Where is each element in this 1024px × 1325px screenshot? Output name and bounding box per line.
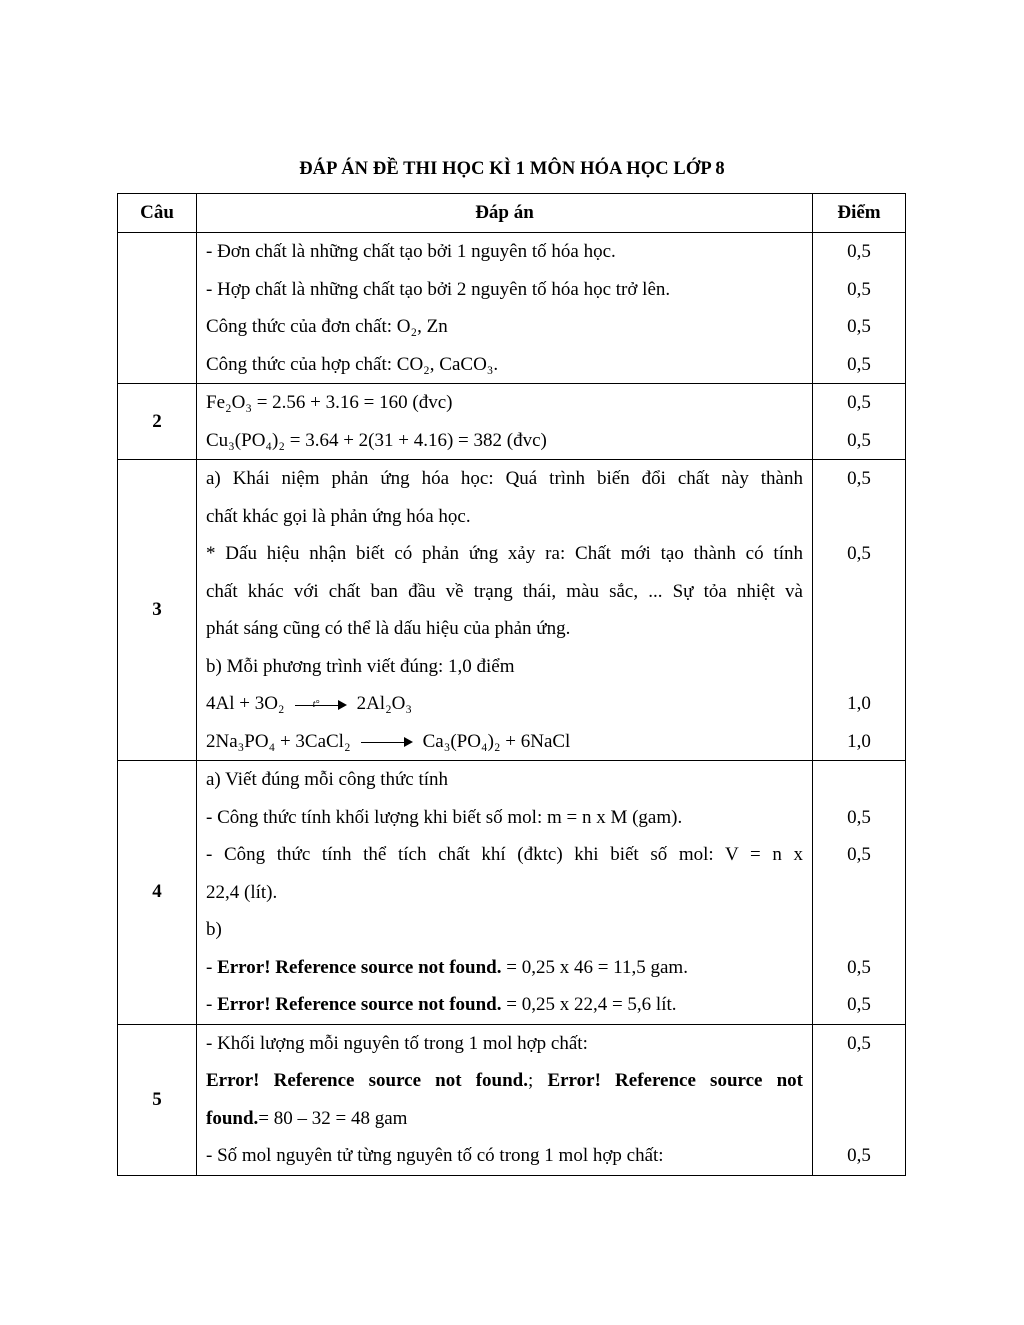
- equation-1: [206, 685, 803, 723]
- score-cell: [813, 233, 906, 384]
- score-value: [813, 761, 905, 799]
- page-title: ĐÁP ÁN ĐỀ THI HỌC KÌ 1 MÔN HÓA HỌC LỚP 8: [299, 159, 725, 179]
- score-value: 0,5: [847, 1032, 871, 1054]
- answer-line: b): [206, 919, 222, 940]
- error-reference: Error! Reference source not: [547, 1070, 804, 1091]
- table-row: [118, 384, 906, 460]
- score-value: 0,5: [847, 392, 871, 413]
- answer-line: - Error! Reference source not found. = 0,25 x 46 = 11,5 gam.: [206, 956, 688, 978]
- score-value: [813, 874, 905, 912]
- score-value: 0,5: [847, 1145, 871, 1166]
- score-value: [813, 911, 905, 949]
- answer-line: - Khối lượng mỗi nguyên tố trong 1 mol hợp chất:: [206, 1032, 588, 1054]
- answer-line: - Hợp chất là những chất tạo bởi 2 nguyên tố hóa học trở lên.: [206, 278, 671, 300]
- score-value: [813, 573, 905, 611]
- answer-line: b) Mỗi phương trình viết đúng: 1,0 điểm: [206, 655, 515, 677]
- answer-line: - Số mol nguyên tử từng nguyên tố có trong 1 mol hợp chất:: [206, 1145, 664, 1166]
- score-value: 0,5: [847, 956, 871, 978]
- answer-line: - Công thức tính thể tích chất khí (đktc) khi biết số mol: V = n x: [206, 844, 803, 865]
- question-number: [118, 233, 197, 384]
- score-value: 0,5: [847, 468, 871, 489]
- answer-cell: [197, 761, 813, 1025]
- calculation: = 80 – 32 = 48 gam: [258, 1107, 408, 1129]
- reaction-arrow-icon: [361, 736, 413, 748]
- answer-line: Công thức của đơn chất: O₂, Zn: [206, 316, 448, 337]
- error-reference: Error! Reference source not found.: [206, 1070, 528, 1091]
- score-value: 0,5: [847, 543, 871, 564]
- score-value: [813, 1100, 905, 1138]
- answer-cell: [197, 1024, 813, 1175]
- reaction-arrow-icon: [295, 699, 347, 711]
- answer-line: a) Viết đúng mỗi công thức tính: [206, 769, 449, 790]
- equation-1-right: 2Al₂O₃: [356, 693, 413, 714]
- calculation: = 0,25 x 46 = 11,5 gam.: [501, 956, 688, 978]
- score-value: 0,5: [847, 241, 871, 262]
- answer-line: - Công thức tính khối lượng khi biết số mol: m = n x M (gam).: [206, 806, 683, 828]
- reaction-condition: t°: [312, 698, 320, 710]
- answer-line: [206, 1100, 803, 1138]
- score-value: [813, 648, 905, 686]
- score-value: 0,5: [847, 806, 871, 828]
- equation-2: [206, 723, 803, 761]
- answer-line: - Đơn chất là những chất tạo bởi 1 nguyên tố hóa học.: [206, 241, 616, 262]
- score-cell: [813, 1024, 906, 1175]
- score-value: 0,5: [847, 278, 871, 300]
- equation-2-right: Ca₃(PO₄)₂ + 6NaCl: [422, 730, 571, 752]
- table-header-row: [118, 194, 906, 233]
- answer-line: [206, 1062, 803, 1100]
- score-value: 0,5: [847, 844, 871, 865]
- answer-line: Fe₂O₃ = 2.56 + 3.16 = 160 (đvc): [206, 392, 453, 413]
- question-number: 5: [118, 1024, 197, 1175]
- answer-line: phát sáng cũng có thể là dấu hiệu của phản ứng.: [206, 618, 571, 639]
- answer-line: - Error! Reference source not found. = 0,25 x 22,4 = 5,6 lít.: [206, 994, 677, 1015]
- table-row: [118, 761, 906, 1025]
- score-cell: [813, 460, 906, 761]
- header-answer: Đáp án: [197, 194, 813, 233]
- answer-line: 22,4 (lít).: [206, 881, 278, 903]
- score-value: 0,5: [847, 316, 871, 337]
- table-row: [118, 460, 906, 761]
- separator: ;: [528, 1070, 548, 1091]
- answer-line: chất khác gọi là phản ứng hóa học.: [206, 505, 471, 527]
- question-number: 4: [118, 761, 197, 1025]
- score-value: [813, 498, 905, 536]
- answer-line: chất khác với chất ban đầu về trạng thái, màu sắc, ... Sự tỏa nhiệt và: [206, 580, 803, 602]
- equation-1-left: 4Al + 3O₂: [206, 693, 285, 714]
- answer-cell: [197, 384, 813, 460]
- header-score: Điểm: [813, 194, 906, 233]
- score-cell: [813, 384, 906, 460]
- error-reference: found.: [206, 1107, 259, 1129]
- question-number: 3: [118, 460, 197, 761]
- score-value: 0,5: [847, 353, 871, 375]
- answer-cell: [197, 233, 813, 384]
- equation-2-left: 2Na₃PO₄ + 3CaCl₂: [206, 730, 351, 752]
- table-row: [118, 233, 906, 384]
- score-value: 1,0: [847, 730, 871, 752]
- score-value: 0,5: [847, 994, 871, 1015]
- score-value: 1,0: [847, 693, 871, 714]
- answer-line: * Dấu hiệu nhận biết có phản ứng xảy ra: Chất mới tạo thành có tính: [206, 543, 803, 564]
- answer-line: a) Khái niệm phản ứng hóa học: Quá trình biến đổi chất này thành: [206, 468, 803, 489]
- score-value: [813, 1062, 905, 1100]
- score-cell: [813, 761, 906, 1025]
- answer-table: [117, 193, 906, 1176]
- score-value: [813, 610, 905, 648]
- answer-line: Cu₃(PO₄)₂ = 3.64 + 2(31 + 4.16) = 382 (đvc): [206, 429, 547, 451]
- score-value: 0,5: [847, 429, 871, 451]
- calculation: = 0,25 x 22,4 = 5,6 lít.: [501, 994, 677, 1015]
- answer-line: Công thức của hợp chất: CO₂, CaCO₃.: [206, 353, 499, 375]
- answer-cell: [197, 460, 813, 761]
- error-reference: Error! Reference source not found.: [217, 994, 502, 1015]
- question-number: 2: [118, 384, 197, 460]
- header-question: Câu: [118, 194, 197, 233]
- error-reference: Error! Reference source not found.: [217, 956, 502, 978]
- table-row: [118, 1024, 906, 1175]
